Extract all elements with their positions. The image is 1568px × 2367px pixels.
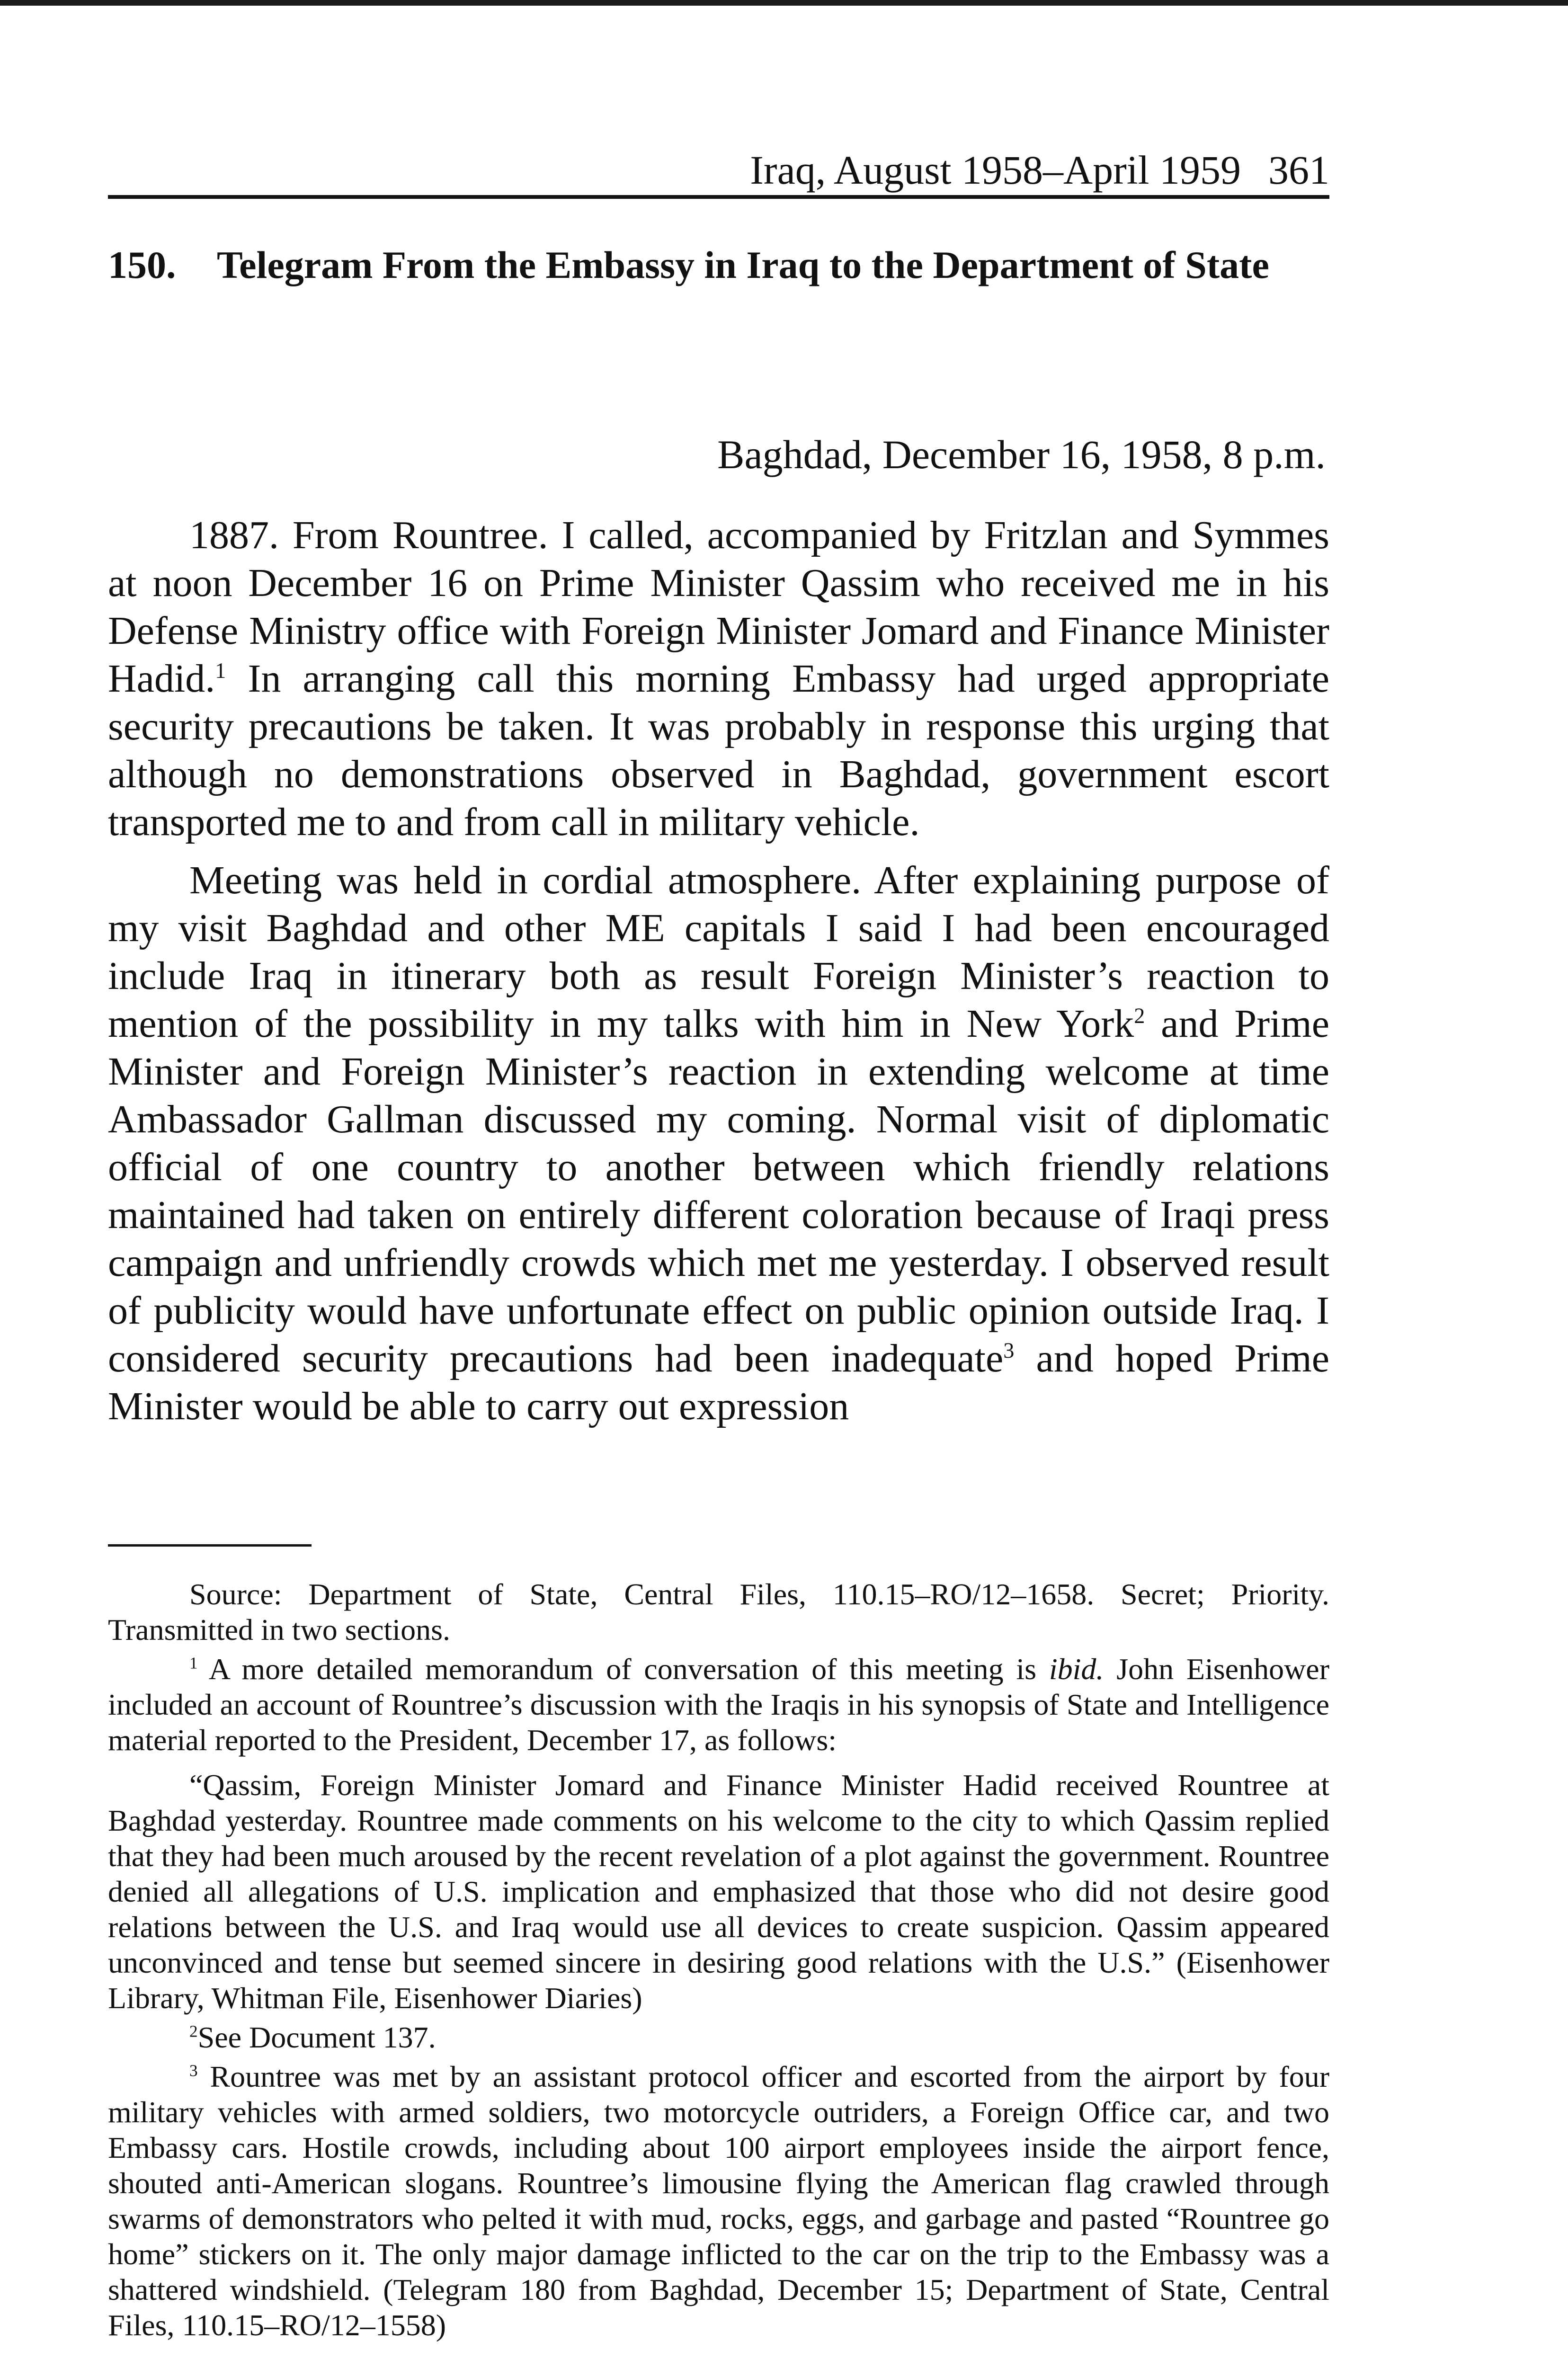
- body-text-segment: Meeting was held in cordial atmosphere. After explaining purpose of my visit Baghdad and other ME capitals I said I had been encouraged include Iraq in itinerary both as result Foreign Minister’s reaction to mention of the possibility in my talks with him in New York: [108, 858, 1329, 1046]
- body-paragraph: [108, 856, 1329, 1430]
- footnote-3: [108, 2059, 1329, 2343]
- body-paragraph: [108, 511, 1329, 846]
- footnote-marker: 2: [189, 2022, 198, 2041]
- footnote-2: [108, 2020, 1329, 2055]
- telegram-body: [108, 511, 1329, 1430]
- running-head: [108, 142, 1329, 199]
- footnote-text: See Document 137.: [197, 2020, 436, 2054]
- footnote-divider: [108, 1544, 312, 1547]
- document-heading: [108, 241, 1292, 289]
- document-number: 150.: [108, 243, 176, 286]
- footnote-text: Rountree was met by an assistant protocol officer and escorted from the airport by four military vehicles with armed soldiers, two motorcycle outriders, a Foreign Office car, and two Embassy cars. Hostile crowds, including about 100 airport employees inside the airport fence, shouted anti-American slogans. Rountree’s limousine flying the American flag crawled through swarms of demonstrators who pelted it with mud, rocks, eggs, and garbage and pasted “Rountree go home” stickers on it. The only major damage inflicted to the car on the trip to the Embassy was a shattered windshield. (Telegram 180 from Baghdad, December 15; Department of State, Central Files, 110.15–RO/12–1558): [108, 2060, 1329, 2342]
- footnote-reference: 3: [1003, 1338, 1015, 1362]
- source-note: Source: Department of State, Central Files, 110.15–RO/12–1658. Secret; Priority. Transmitted in two sections.: [108, 1577, 1329, 1646]
- body-text-segment: and Prime Minister and Foreign Minister’s reaction in extending welcome at time Ambassador Gallman discussed my coming. Normal visit of diplomatic official of one country to another between which friendly relations maintained had taken on entirely different coloration because of Iraqi press campaign and unfriendly crowds which met me yesterday. I observed result of publicity would have unfortunate effect on public opinion outside Iraq. I considered security precautions had been inadequate: [108, 1002, 1329, 1380]
- footnote-1-quote: “Qassim, Foreign Minister Jomard and Finance Minister Hadid received Rountree at Baghdad yesterday. Rountree made comments on his welcome to the city to which Qassim replied that they had been much aroused by the recent revelation of a plot against the government. Rountree denied all allegations of U.S. implication and emphasized that those who did not desire good relations between the U.S. and Iraq would use all devices to create suspicion. Qassim appeared unconvinced and tense but seemed sincere in desiring good relations with the U.S.” (Eisenhower Library, Whitman File, Eisenhower Diaries): [108, 1768, 1329, 2015]
- footnote-reference: 1: [215, 658, 226, 683]
- dateline: Baghdad, December 16, 1958, 8 p.m.: [717, 432, 1326, 477]
- footnote-text: A more detailed memorandum of conversation of this meeting is: [197, 1652, 1049, 1686]
- footnote-1: [108, 1651, 1329, 1758]
- page-top-edge: [0, 0, 1568, 6]
- body-text-segment: and hoped Prime Minister would be able to carry out expression: [108, 1336, 1329, 1428]
- body-text-segment: In arranging call this morning Embassy had urged appropriate security precautions be taken. It was probably in response this urging that although no demonstrations observed in Baghdad, government escort transported me to and from call in military vehicle.: [108, 657, 1329, 844]
- footnote-marker: 1: [189, 1654, 198, 1673]
- footnotes: [108, 1576, 1329, 2343]
- document-title: Telegram From the Embassy in Iraq to the Department of State: [217, 243, 1269, 286]
- footnote-ibid: ibid.: [1049, 1652, 1104, 1686]
- footnote-text: John Eisenhower included an account of Rountree’s discussion with the Iraqis in his synopsis of State and Intelligence material reported to the President, December 17, as follows:: [108, 1652, 1330, 1757]
- running-title: Iraq, August 1958–April 1959: [750, 147, 1241, 193]
- footnote-marker: 3: [189, 2061, 198, 2080]
- footnote-reference: 2: [1134, 1004, 1145, 1028]
- body-text-segment: 1887. From Rountree. I called, accompanied by Fritzlan and Symmes at noon December 16 on Prime Minister Qassim who received me in his Defense Ministry office with Foreign Minister Jomard and Finance Minister Hadid.: [108, 513, 1329, 701]
- page-number: 361: [1268, 147, 1329, 193]
